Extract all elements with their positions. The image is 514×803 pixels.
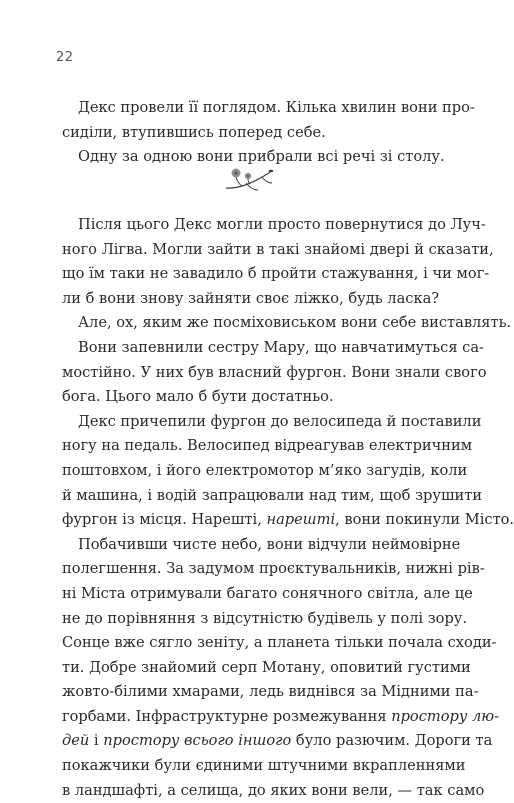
- text-fragment: фургон із місця. Нарешті,: [62, 511, 267, 529]
- text-line: [62, 508, 514, 533]
- text-line: [62, 729, 493, 754]
- text-line: Одну за одною вони прибрали всі речі зі столу.: [78, 148, 445, 166]
- text-line: мостійно. У них був власний фургон. Вони знали свого: [62, 363, 487, 381]
- text-line: Вони запевнили сестру Мару, що навчатимуться са-: [78, 338, 484, 356]
- text-line: [62, 705, 500, 730]
- text-line: ти. Добре знайомий серп Мотану, оповитий густими: [62, 658, 471, 676]
- text-line: Але, ох, яким же посміховиськом вони себе виставлять.: [78, 314, 512, 332]
- text-line: сиділи, втупившись поперед себе.: [62, 123, 326, 141]
- text-line: Декс причепили фургон до велосипеда й поставили: [78, 412, 482, 430]
- floral-sprig-icon: [222, 166, 274, 194]
- text-line: ногу на педаль. Велосипед відреагував електричним: [62, 437, 473, 455]
- italic-text: простору лю-: [391, 707, 500, 725]
- italic-text: нарешті: [266, 511, 336, 529]
- text-line: Сонце вже сягло зеніту, а планета тільки почала сходи-: [62, 634, 497, 652]
- text-fragment: і: [89, 732, 104, 750]
- italic-text: дей: [62, 732, 90, 750]
- text-line: Декс провели її поглядом. Кілька хвилин вони про-: [78, 99, 475, 116]
- text-line: ли б вони знову зайняти своє ліжко, будь ласка?: [62, 289, 440, 307]
- text-line: ного Лігва. Могли зайти в такі знайомі двері й сказати,: [62, 240, 494, 258]
- italic-text: простору всього іншого: [103, 732, 292, 750]
- text-fragment: було разючим. Дороги та: [291, 732, 493, 750]
- text-line: й машина, і водій запрацювали над тим, щоб зрушити: [62, 486, 483, 504]
- page-number: 22: [56, 50, 74, 65]
- text-fragment: , вони покинули Місто.: [335, 511, 514, 529]
- text-line: Побачивши чисте небо, вони відчули неймовірне: [78, 535, 461, 553]
- text-line: в ландшафті, а селища, до яких вони вели, — так само: [62, 781, 485, 799]
- text-line: Після цього Декс могли просто повернутися до Луч-: [78, 216, 486, 233]
- text-line: не до порівняння з відсутністю будівель у полі зору.: [62, 609, 468, 627]
- text-line: поштовхом, і його електромотор м’яко загудів, коли: [62, 461, 468, 479]
- text-line: покажчики були єдиними штучними вкрапленнями: [62, 757, 466, 775]
- text-line: жовто-білими хмарами, ледь виднівся за Мідними па-: [62, 683, 479, 701]
- text-fragment: горбами. Інфраструктурне розмежування: [62, 707, 392, 725]
- text-line: бога. Цього мало б бути достатньо.: [62, 388, 334, 406]
- text-line: що їм таки не завадило б пройти стажування, і чи мог-: [62, 265, 490, 283]
- text-line: ні Міста отримували багато сонячного світла, але це: [62, 584, 473, 602]
- top-text: [62, 96, 475, 170]
- main-text: [62, 213, 514, 803]
- text-line: полегшення. За задумом проєктувальників, нижні рів-: [62, 560, 485, 578]
